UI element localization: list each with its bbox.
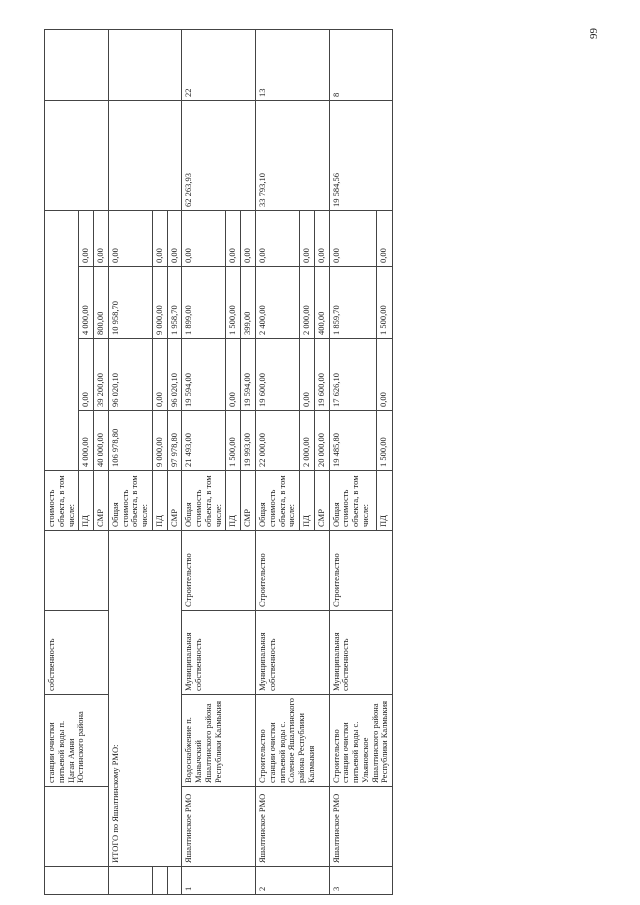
cell-value-total: 1 500,00: [226, 411, 241, 471]
cell-value-federal: 0,00: [152, 339, 167, 411]
cell-no: 2: [256, 867, 330, 895]
cell-value-regional: 2 000,00: [300, 267, 315, 339]
cell-label: ПД: [300, 471, 315, 531]
cell-object: Строительство станции очистки питьевой воды с. Соленое Яшалтинского района Республики Калмыкия: [256, 695, 330, 787]
cell-value-local: 0,00: [329, 211, 377, 267]
cell-value-total: 2 000,00: [300, 411, 315, 471]
cell-value-total: 40 000,00: [94, 411, 109, 471]
cell-value-federal: 0,00: [377, 339, 393, 411]
cell-value-federal: 0,00: [226, 339, 241, 411]
cell-label: Общая стоимость объекта, в том числе:: [256, 471, 300, 531]
cell-value-local: 0,00: [300, 211, 315, 267]
cell-extra1: 62 263,93: [182, 101, 256, 211]
cell-value-federal: 17 626,10: [329, 339, 377, 411]
cell-municipality: Яшалтинское РМО: [329, 787, 393, 867]
cell-work: Строительство: [256, 531, 330, 611]
cell-value-regional: 9 000,00: [152, 267, 167, 339]
cell-value-local: 0,00: [94, 211, 109, 267]
cell-label: ПД: [377, 471, 393, 531]
cell-no: 1: [182, 867, 256, 895]
cell-value-local: 0,00: [241, 211, 256, 267]
cell-work: Строительство: [329, 531, 393, 611]
cell-value-total: 106 978,80: [108, 411, 152, 471]
cell-value-federal: 19 594,00: [182, 339, 226, 411]
cell-value-regional: 1 500,00: [377, 267, 393, 339]
cell-extra2: 13: [256, 30, 330, 101]
cell-municipality: [45, 787, 109, 867]
cell-label: ПД: [152, 471, 167, 531]
cell-label: СМР: [314, 471, 329, 531]
cell-value-local: 0,00: [167, 211, 182, 267]
cell-value-regional: 1 899,00: [182, 267, 226, 339]
cell-extra1: 19 584,56: [329, 101, 393, 211]
cell-value-total: 19 485,80: [329, 411, 377, 471]
cell-municipality: Яшалтинское РМО: [182, 787, 256, 867]
table-row: [108, 30, 152, 895]
cell-value-regional: 399,00: [241, 267, 256, 339]
cell-label: Общая стоимость объекта, в том числе:: [108, 471, 152, 531]
cell-value-regional: 800,00: [94, 267, 109, 339]
cell-value-total: 1 500,00: [377, 411, 393, 471]
cell-no: [45, 867, 109, 895]
cell-label: ПД: [79, 471, 94, 531]
cell-work: Строительство: [182, 531, 256, 611]
cell-extra2: [108, 30, 182, 101]
cell-extra2: 8: [329, 30, 393, 101]
cell-ownership: Муниципальная собственность: [256, 611, 330, 695]
cell-value-federal: 0,00: [79, 339, 94, 411]
cell-value-local: 0,00: [226, 211, 241, 267]
cell-municipality: Яшалтинское РМО: [256, 787, 330, 867]
cell-empty: [108, 867, 152, 895]
cell-work: [45, 531, 109, 611]
cell-value-local: 0,00: [108, 211, 152, 267]
cell-value-federal: 96 020,10: [167, 339, 182, 411]
cell-value-regional: 1 859,70: [329, 267, 377, 339]
cell-value-regional: 10 958,70: [108, 267, 152, 339]
cell-value-federal: 19 600,00: [314, 339, 329, 411]
cell-object: Строительство станции очистки питьевой воды с. Ульяновское Яшалтинского района Республики Калмыкия: [329, 695, 393, 787]
cell-value-total: 22 000,00: [256, 411, 300, 471]
cell-value-local: 0,00: [377, 211, 393, 267]
cell-value-local: 0,00: [79, 211, 94, 267]
table-row: [329, 30, 377, 895]
cell-empty: [167, 867, 182, 895]
cell-extra1: 33 793,10: [256, 101, 330, 211]
cell-total-label: ИТОГО по Яшалтинскому РМО:: [108, 531, 182, 867]
cell-extra1: [108, 101, 182, 211]
cell-cost-label: стоимость объекта, в том числе:: [45, 471, 79, 531]
cell-extra1: [45, 101, 109, 211]
cell-object: станции очистки питьевой воды п. Цаган Амни Юстинского района: [45, 695, 109, 787]
page-number: 99: [588, 28, 600, 39]
cell-value-local: 0,00: [256, 211, 300, 267]
cell-value-federal: 39 200,00: [94, 339, 109, 411]
cell-value-federal: 19 594,00: [241, 339, 256, 411]
cell-empty: [152, 867, 167, 895]
cell-label: СМР: [167, 471, 182, 531]
cell-empty: [45, 211, 79, 471]
cell-label: СМР: [241, 471, 256, 531]
cell-label: Общая стоимость объекта, в том числе:: [329, 471, 377, 531]
cell-value-local: 0,00: [314, 211, 329, 267]
cell-ownership: Муниципальная собственность: [329, 611, 393, 695]
cell-value-local: 0,00: [182, 211, 226, 267]
cell-value-total: 21 493,00: [182, 411, 226, 471]
cell-value-regional: 400,00: [314, 267, 329, 339]
cell-value-total: 97 978,80: [167, 411, 182, 471]
cell-value-local: 0,00: [152, 211, 167, 267]
cell-value-regional: 1 500,00: [226, 267, 241, 339]
cell-no: 3: [329, 867, 393, 895]
cell-ownership: собственность: [45, 611, 109, 695]
cell-value-regional: 1 958,70: [167, 267, 182, 339]
table-row: [256, 30, 300, 895]
cell-value-total: 19 993,00: [241, 411, 256, 471]
cell-value-federal: 0,00: [300, 339, 315, 411]
investment-table: [44, 29, 393, 895]
table-row: [45, 30, 79, 895]
cell-label: СМР: [94, 471, 109, 531]
cell-extra2: 22: [182, 30, 256, 101]
cell-value-regional: 4 000,00: [79, 267, 94, 339]
cell-value-regional: 2 400,00: [256, 267, 300, 339]
cell-value-total: 20 000,00: [314, 411, 329, 471]
cell-label: ПД: [226, 471, 241, 531]
cell-object: Водоснабжение п. Манычский Яшалтинского района Республики Калмыкия: [182, 695, 256, 787]
table-body: [45, 30, 393, 895]
cell-extra2: [45, 30, 109, 101]
cell-value-total: 4 000,00: [79, 411, 94, 471]
cell-value-federal: 19 600,00: [256, 339, 300, 411]
cell-label: Общая стоимость объекта, в том числе:: [182, 471, 226, 531]
table-row: [182, 30, 226, 895]
cell-value-total: 9 000,00: [152, 411, 167, 471]
cell-value-federal: 96 020,10: [108, 339, 152, 411]
cell-ownership: Муниципальная собственность: [182, 611, 256, 695]
